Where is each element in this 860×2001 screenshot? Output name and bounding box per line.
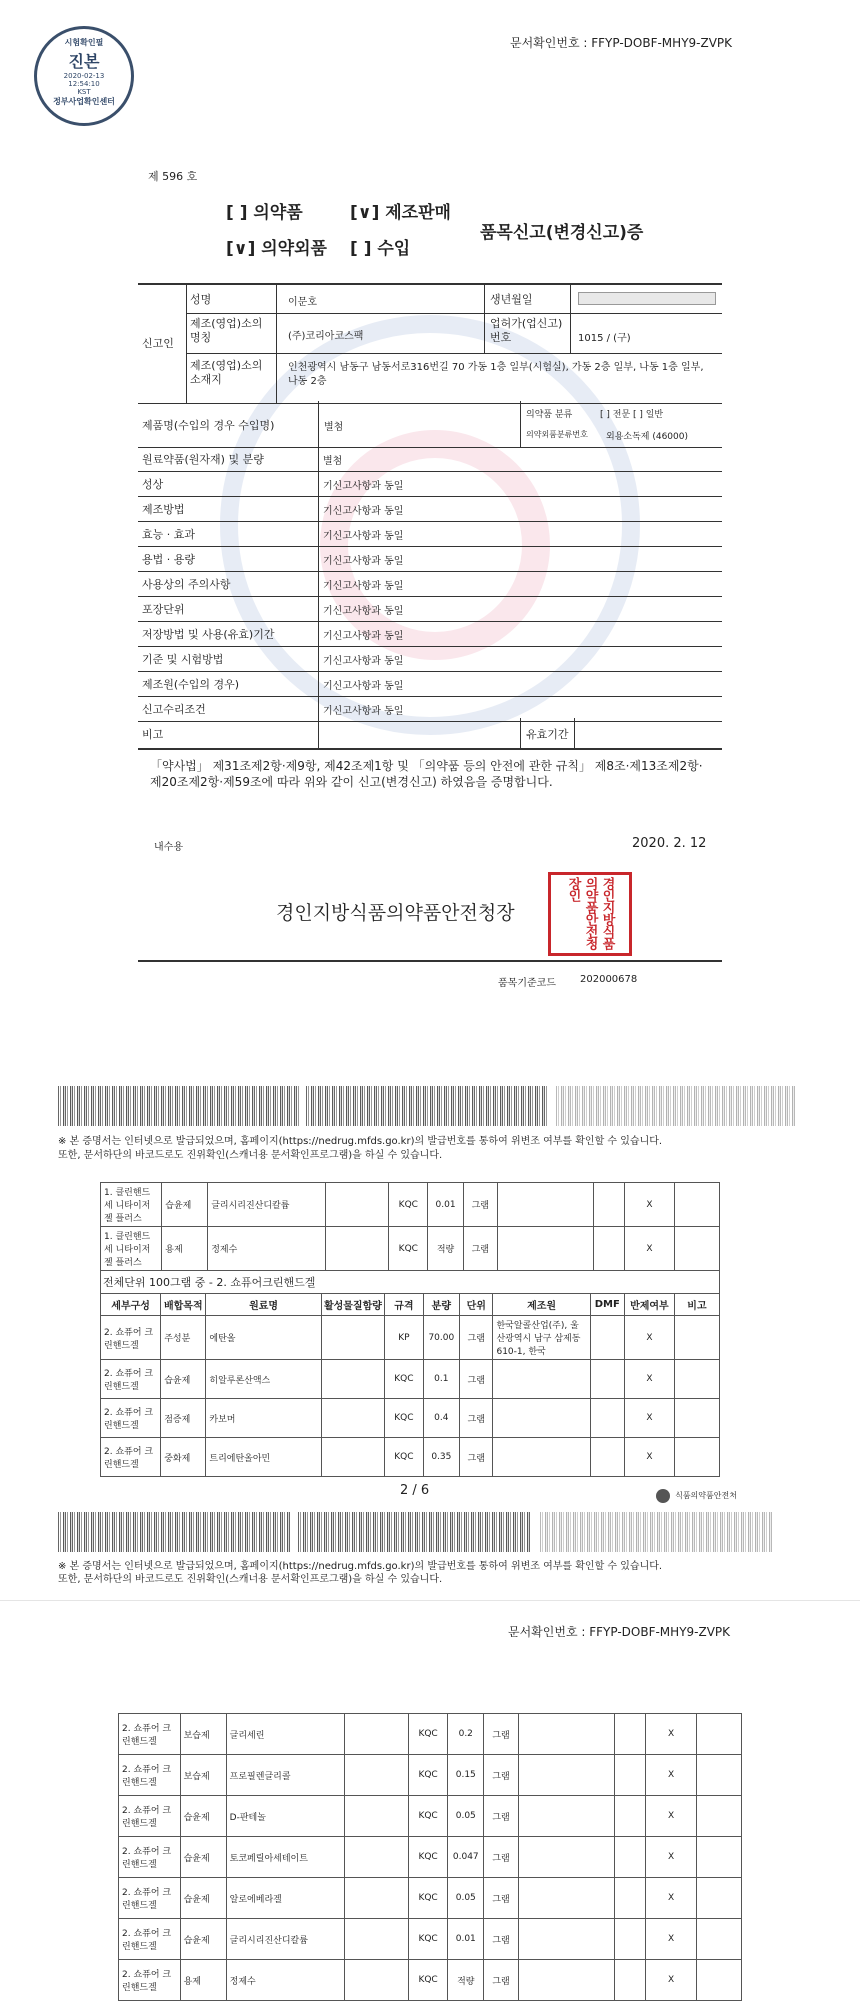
detail-value: 기신고사항과 동일 — [319, 572, 723, 597]
ingredient-empty — [321, 1438, 384, 1477]
remark-col-line — [318, 718, 319, 748]
col-line-2 — [484, 285, 485, 353]
official-seal-icon — [548, 872, 632, 956]
certificate-title: 품목신고(변경신고)증 — [480, 223, 644, 243]
barcode-3 — [556, 1086, 796, 1126]
authenticity-stamp — [34, 26, 134, 126]
ingredient-empty — [674, 1360, 719, 1399]
ingredient-spec: KQC — [409, 1796, 448, 1837]
ingredient-unit: 그램 — [484, 1755, 518, 1796]
barcode-5 — [298, 1512, 530, 1552]
detail-row — [138, 472, 722, 497]
ingredient-row — [101, 1438, 720, 1477]
ingredient-header: 세부구성 — [101, 1294, 161, 1316]
ingredient-empty — [675, 1183, 720, 1227]
ingredient-name: 프로필렌글리콜 — [226, 1755, 345, 1796]
detail-label: 효능 · 효과 — [138, 522, 319, 547]
detail-label: 성상 — [138, 472, 319, 497]
ingredient-row — [101, 1227, 720, 1271]
ingredient-empty — [697, 1755, 742, 1796]
ingredient-empty — [321, 1360, 384, 1399]
ingredient-table — [100, 1293, 720, 1477]
ingredient-x: X — [646, 1714, 697, 1755]
ingredient-unit: 그램 — [484, 1837, 518, 1878]
ingredient-amount: 0.05 — [448, 1878, 484, 1919]
ingredient-maker — [493, 1360, 590, 1399]
detail-row — [138, 597, 722, 622]
ingredient-col1: 2. 쇼퓨어 크린핸드겔 — [119, 1878, 181, 1919]
total-unit: 전체단위 100그램 중 - 2. 쇼퓨어크린핸드겔 — [100, 1271, 720, 1293]
ingredient-unit: 그램 — [484, 1919, 518, 1960]
detail-row — [138, 447, 722, 472]
ingredient-name: 토코페릴아세테이트 — [226, 1837, 345, 1878]
ingredient-header: 배합목적 — [161, 1294, 206, 1316]
ingredient-amount: 0.01 — [448, 1919, 484, 1960]
ingredient-x: X — [624, 1183, 675, 1227]
ingredient-name: 트리에탄올아민 — [206, 1438, 321, 1477]
ingredient-purpose: 습윤제 — [161, 1360, 206, 1399]
ingredient-unit: 그램 — [459, 1360, 492, 1399]
ingredient-empty — [615, 1755, 646, 1796]
ingredient-name: 글리시리진산디칼륨 — [208, 1183, 326, 1227]
ingredient-maker — [497, 1183, 593, 1227]
ingredient-purpose: 점증제 — [161, 1399, 206, 1438]
domestic-label: 내수용 — [154, 842, 183, 853]
ingredient-spec: KQC — [389, 1183, 428, 1227]
ingredient-purpose: 중화제 — [161, 1438, 206, 1477]
ingredient-empty — [590, 1316, 624, 1360]
stamp-main-text: 진본 — [68, 52, 100, 71]
ingredient-row — [119, 1796, 742, 1837]
ingredient-x: X — [646, 1960, 697, 2001]
stamp-time: 12:54:10 — [68, 80, 100, 88]
type-line-1-right: [∨] 제조판매 — [350, 203, 451, 223]
ingredient-purpose: 용제 — [162, 1227, 208, 1271]
stamp-bottom-text: 정부사업확인센터 — [53, 97, 115, 106]
footer-rule — [138, 960, 722, 962]
page-number: 2 / 6 — [400, 1483, 430, 1498]
ingredient-empty — [345, 1960, 409, 2001]
ingredient-x: X — [624, 1227, 675, 1271]
ingredient-spec: KQC — [409, 1960, 448, 2001]
applicant-block — [138, 283, 722, 404]
notice-line-1: ※ 본 증명서는 인터넷으로 발급되었으며, 홈페이지(https://nedrug.mfds.go.kr)의 발급번호를 통하여 위변조 여부를 확인할 수 있습니다. — [58, 1136, 663, 1147]
ingredient-purpose: 주성분 — [161, 1316, 206, 1360]
detail-value: 기신고사항과 동일 — [319, 522, 723, 547]
detail-table — [138, 447, 722, 722]
ingredient-empty — [615, 1878, 646, 1919]
detail-value: 기신고사항과 동일 — [319, 597, 723, 622]
applicant-divider — [186, 285, 187, 403]
ingredient-header: 비고 — [674, 1294, 719, 1316]
detail-value: 기신고사항과 동일 — [319, 497, 723, 522]
ingredient-empty — [345, 1919, 409, 1960]
row-line-2 — [186, 353, 722, 354]
mfds-logo-text: 식품의약품안전처 — [675, 1491, 737, 1500]
detail-label: 원료약품(원자재) 및 분량 — [138, 447, 319, 472]
ingredient-header: DMF — [590, 1294, 624, 1316]
col-line — [276, 285, 277, 403]
name-value: 이문호 — [288, 297, 317, 308]
ingredient-col1: 1. 클린핸드세 니타이저젤 플러스 — [101, 1227, 162, 1271]
stamp-top-text: 시험확인필 — [64, 38, 104, 47]
quasi-value: 외용소독제 (46000) — [606, 432, 688, 442]
col-line-3 — [570, 285, 571, 353]
ingredient-spec: KQC — [409, 1919, 448, 1960]
detail-label: 포장단위 — [138, 597, 319, 622]
ingredient-purpose: 보습제 — [180, 1755, 226, 1796]
ingredient-empty — [590, 1399, 624, 1438]
page3-doc-confirm: 문서확인번호 : FFYP-DOBF-MHY9-ZVPK — [508, 1625, 731, 1639]
ingredient-empty — [345, 1755, 409, 1796]
ingredient-unit: 그램 — [463, 1227, 497, 1271]
ingredient-spec: KQC — [409, 1755, 448, 1796]
ingredient-x: X — [624, 1316, 674, 1360]
detail-value: 기신고사항과 동일 — [319, 547, 723, 572]
ingredient-spec: KQC — [385, 1438, 424, 1477]
validity-col-line — [520, 718, 521, 748]
ingredient-maker — [518, 1960, 615, 2001]
product-label: 제품명(수입의 경우 수입명) — [142, 419, 275, 432]
detail-label: 제조원(수입의 경우) — [138, 672, 319, 697]
detail-value: 기신고사항과 동일 — [319, 622, 723, 647]
ingredient-row — [101, 1316, 720, 1360]
ingredient-maker — [518, 1714, 615, 1755]
ingredient-amount: 70.00 — [423, 1316, 459, 1360]
ingredient-amount: 0.1 — [423, 1360, 459, 1399]
ingredient-empty — [697, 1796, 742, 1837]
detail-value: 기신고사항과 동일 — [319, 672, 723, 697]
ingredient-spec: KQC — [385, 1399, 424, 1438]
ingredient-row — [119, 1714, 742, 1755]
detail-row — [138, 497, 722, 522]
ingredient-col1: 2. 쇼퓨어 크린핸드겔 — [119, 1960, 181, 2001]
name-label: 성명 — [190, 293, 212, 306]
ingredient-x: X — [624, 1438, 674, 1477]
remark-row — [138, 718, 722, 750]
ingredient-amount: 0.4 — [423, 1399, 459, 1438]
ingredient-maker — [518, 1755, 615, 1796]
company-label: 제조(영업)소의 명칭 — [190, 317, 263, 344]
validity-label: 유효기간 — [526, 728, 569, 741]
ingredient-maker — [518, 1919, 615, 1960]
row-line-1 — [186, 313, 722, 314]
ingredient-row — [119, 1960, 742, 2001]
type-line-2-left: [∨] 의약외품 — [226, 239, 327, 259]
ingredient-empty — [590, 1360, 624, 1399]
ingredient-spec: KQC — [389, 1227, 428, 1271]
detail-label: 용법 · 용량 — [138, 547, 319, 572]
ingredient-col1: 2. 쇼퓨어 크린핸드겔 — [119, 1837, 181, 1878]
ingredient-unit: 그램 — [484, 1960, 518, 2001]
barcode-4 — [58, 1512, 290, 1552]
ingredient-maker — [493, 1438, 590, 1477]
detail-label: 기준 및 시험방법 — [138, 647, 319, 672]
barcode-6 — [540, 1512, 772, 1552]
detail-label: 제조방법 — [138, 497, 319, 522]
ingredient-x: X — [646, 1796, 697, 1837]
barcode-2 — [306, 1086, 548, 1126]
ingredient-header: 규격 — [385, 1294, 424, 1316]
ingredient-col1: 1. 클린핸드세 니타이저젤 플러스 — [101, 1183, 162, 1227]
ingredient-empty — [615, 1919, 646, 1960]
quasi-label: 의약외품분류번호 — [526, 430, 588, 439]
ingredient-empty — [593, 1227, 624, 1271]
ingredient-col1: 2. 쇼퓨어 크린핸드겔 — [119, 1796, 181, 1837]
ingredient-row — [119, 1919, 742, 1960]
ingredient-name: 글리세린 — [226, 1714, 345, 1755]
ingredient-maker — [518, 1837, 615, 1878]
ingredient-empty — [593, 1183, 624, 1227]
category-label: 의약품 분류 — [526, 410, 573, 420]
detail-value: 기신고사항과 동일 — [319, 647, 723, 672]
ingredient-amount: 0.35 — [423, 1438, 459, 1477]
detail-label: 신고수리조건 — [138, 697, 319, 722]
ingredient-spec: KQC — [385, 1360, 424, 1399]
ingredient-empty — [615, 1714, 646, 1755]
ingredient-purpose: 습윤제 — [162, 1183, 208, 1227]
ingredient-unit: 그램 — [484, 1878, 518, 1919]
detail-value: 별첨 — [319, 447, 723, 472]
ingredient-maker — [493, 1399, 590, 1438]
birth-label: 생년월일 — [490, 293, 533, 306]
type-line-2-right: [ ] 수입 — [350, 239, 411, 259]
ingredient-spec: KQC — [409, 1837, 448, 1878]
ingredient-empty — [697, 1960, 742, 2001]
detail-value: 기신고사항과 동일 — [319, 472, 723, 497]
ingredient-col1: 2. 쇼퓨어 크린핸드겔 — [101, 1399, 161, 1438]
ingredient-empty — [345, 1878, 409, 1919]
ingredient-empty — [615, 1960, 646, 2001]
ingredient-amount: 0.01 — [428, 1183, 464, 1227]
ingredient-empty — [674, 1316, 719, 1360]
ingredient-row — [101, 1360, 720, 1399]
doc-confirm-number: 문서확인번호 : FFYP-DOBF-MHY9-ZVPK — [510, 36, 733, 50]
top-rows-table — [100, 1182, 720, 1271]
ingredient-col1: 2. 쇼퓨어 크린핸드겔 — [101, 1316, 161, 1360]
ingredient-page-2 — [100, 1182, 760, 1477]
ingredient-unit: 그램 — [459, 1399, 492, 1438]
ingredient-name: 알로에베라겔 — [226, 1878, 345, 1919]
ingredient-header: 제조원 — [493, 1294, 590, 1316]
license-label: 업허가(업신고) 번호 — [490, 317, 563, 344]
address-label: 제조(영업)소의 소재지 — [190, 359, 263, 386]
ingredient-header: 반제여부 — [624, 1294, 674, 1316]
ingredient-purpose: 습윤제 — [180, 1837, 226, 1878]
detail-label: 저장방법 및 사용(유효)기간 — [138, 622, 319, 647]
detail-value: 기신고사항과 동일 — [319, 697, 723, 722]
certificate-number: 제 596 호 — [148, 170, 198, 183]
ingredient-x: X — [624, 1360, 674, 1399]
ingredient-empty — [615, 1796, 646, 1837]
ingredient-col1: 2. 쇼퓨어 크린핸드겔 — [119, 1755, 181, 1796]
page-3-sheet — [0, 1600, 860, 2001]
ingredient-name: 에탄올 — [206, 1316, 321, 1360]
ingredient-row — [101, 1399, 720, 1438]
ingredient-empty — [697, 1837, 742, 1878]
detail-row — [138, 647, 722, 672]
detail-row — [138, 672, 722, 697]
detail-label: 사용상의 주의사항 — [138, 572, 319, 597]
ingredient-name: 카보머 — [206, 1399, 321, 1438]
issue-date: 2020. 2. 12 — [632, 836, 707, 851]
ingredient-empty — [325, 1183, 388, 1227]
ingredient-unit: 그램 — [459, 1438, 492, 1477]
barcode-1 — [58, 1086, 300, 1126]
ingredient-x: X — [646, 1837, 697, 1878]
mfds-logo-icon — [656, 1489, 670, 1503]
ingredient-empty — [321, 1399, 384, 1438]
ingredient-amount: 적량 — [428, 1227, 464, 1271]
ingredient-col1: 2. 쇼퓨어 크린핸드겔 — [119, 1714, 181, 1755]
ingredient-x: X — [646, 1919, 697, 1960]
ingredient-row — [119, 1878, 742, 1919]
ingredient-empty — [321, 1316, 384, 1360]
ingredient-empty — [674, 1438, 719, 1477]
ingredient-empty — [697, 1878, 742, 1919]
code-value: 202000678 — [580, 974, 638, 985]
notice-line-2: 또한, 문서하단의 바코드로도 진위확인(스캐너용 문서확인프로그램)을 하실 수 있습니다. — [58, 1150, 443, 1161]
license-value: 1015 / (구) — [578, 333, 631, 344]
ingredient-purpose: 습윤제 — [180, 1878, 226, 1919]
ingredient-empty — [345, 1837, 409, 1878]
ingredient-empty — [345, 1796, 409, 1837]
applicant-label: 신고인 — [142, 337, 174, 350]
ingredient-empty — [674, 1399, 719, 1438]
ingredient-x: X — [624, 1399, 674, 1438]
ingredient-purpose: 습윤제 — [180, 1919, 226, 1960]
ingredient-maker — [518, 1878, 615, 1919]
statement: 「약사법」 제31조제2항·제9항, 제42조제1항 및 「의약품 등의 안전에 관한 규칙」 제8조·제13조제2항·제20조제2항·제59조에 따라 위와 같이 신고(변경신고) 하였음을 증명합니다. — [150, 759, 703, 789]
notice2-line-2: 또한, 문서하단의 바코드로도 진위확인(스캐너용 문서확인프로그램)을 하실 수 있습니다. — [58, 1574, 443, 1585]
stamp-date: 2020-02-13 — [63, 72, 105, 80]
type-line-1-left: [ ] 의약품 — [226, 203, 303, 223]
ingredient-maker: 한국알콜산업(주), 울산광역시 남구 삼제동610-1, 한국 — [493, 1316, 590, 1360]
ingredient-empty — [345, 1714, 409, 1755]
address-value: 인천광역시 남동구 남동서로316번길 70 가동 1층 일부(시험실), 가동 2층 일부, 나동 1층 일부, 나동 2층 — [288, 362, 704, 387]
ingredient-spec: KP — [385, 1316, 424, 1360]
issuer-name: 경인지방식품의약품안전청장 — [276, 902, 515, 924]
ingredient-col1: 2. 쇼퓨어 크린핸드겔 — [101, 1438, 161, 1477]
ingredient-name: 정제수 — [226, 1960, 345, 2001]
category-value: [ ] 전문 [ ] 일반 — [600, 410, 664, 420]
product-value: 별첨 — [324, 422, 344, 433]
ingredient-purpose: 보습제 — [180, 1714, 226, 1755]
ingredient-amount: 0.15 — [448, 1755, 484, 1796]
ingredient-purpose: 습윤제 — [180, 1796, 226, 1837]
birth-redacted — [578, 292, 716, 305]
validity-col-line-2 — [574, 718, 575, 748]
ingredient-x: X — [646, 1755, 697, 1796]
ingredient-empty — [325, 1227, 388, 1271]
ingredient-empty — [697, 1919, 742, 1960]
ingredient-maker — [518, 1796, 615, 1837]
ingredient-name: 정제수 — [208, 1227, 326, 1271]
notice2-line-1: ※ 본 증명서는 인터넷으로 발급되었으며, 홈페이지(https://nedrug.mfds.go.kr)의 발급번호를 통하여 위변조 여부를 확인할 수 있습니다. — [58, 1561, 663, 1572]
ingredient-name: 히알루론산액스 — [206, 1360, 321, 1399]
ingredient-spec: KQC — [409, 1714, 448, 1755]
product-col-line — [318, 401, 319, 447]
ingredient-amount: 0.047 — [448, 1837, 484, 1878]
detail-row — [138, 622, 722, 647]
ingredient-row — [119, 1837, 742, 1878]
ingredient-name: 글리시리진산디칼륨 — [226, 1919, 345, 1960]
ingredient-empty — [675, 1227, 720, 1271]
ingredient-header: 원료명 — [206, 1294, 321, 1316]
ingredient-name: D-판테놀 — [226, 1796, 345, 1837]
ingredient-empty — [615, 1837, 646, 1878]
ingredient-amount: 적량 — [448, 1960, 484, 2001]
ingredient-maker — [497, 1227, 593, 1271]
ingredient-purpose: 용제 — [180, 1960, 226, 2001]
code-label: 품목기준코드 — [498, 978, 556, 989]
ingredient-unit: 그램 — [463, 1183, 497, 1227]
page3-ingredient-table — [118, 1713, 742, 2001]
remark-label: 비고 — [142, 728, 164, 741]
ingredient-row — [101, 1183, 720, 1227]
ingredient-unit: 그램 — [484, 1796, 518, 1837]
detail-row — [138, 522, 722, 547]
ingredient-col1: 2. 쇼퓨어 크린핸드겔 — [101, 1360, 161, 1399]
ingredient-unit: 그램 — [484, 1714, 518, 1755]
ingredient-unit: 그램 — [459, 1316, 492, 1360]
detail-row — [138, 547, 722, 572]
ingredient-header: 활성물질함량 — [321, 1294, 384, 1316]
ingredient-empty — [697, 1714, 742, 1755]
ingredient-header: 단위 — [459, 1294, 492, 1316]
seal-text: 경인지방식품의약품안전청장인 — [565, 877, 615, 949]
ingredient-spec: KQC — [409, 1878, 448, 1919]
ingredient-empty — [590, 1438, 624, 1477]
stamp-tz: KST — [77, 88, 91, 96]
ingredient-x: X — [646, 1878, 697, 1919]
ingredient-amount: 0.05 — [448, 1796, 484, 1837]
ingredient-header: 분량 — [423, 1294, 459, 1316]
ingredient-row — [119, 1755, 742, 1796]
mfds-logo — [656, 1485, 737, 1504]
ingredient-col1: 2. 쇼퓨어 크린핸드겔 — [119, 1919, 181, 1960]
company-value: (주)코리아코스팩 — [288, 331, 364, 342]
product-row — [138, 401, 722, 448]
ingredient-amount: 0.2 — [448, 1714, 484, 1755]
detail-row — [138, 572, 722, 597]
